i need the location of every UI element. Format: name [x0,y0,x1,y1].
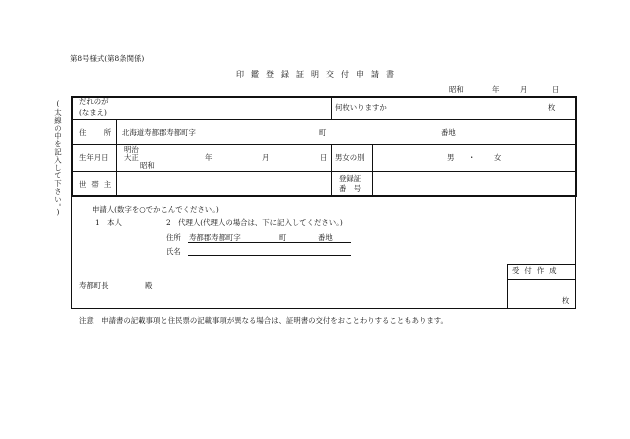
issue-box-header: 受付作成 [512,266,562,275]
agent-address-town: 町 [279,233,287,242]
applicant-heading: 申請人(数字を○でかこんでください。) [92,205,219,214]
era-showa: 昭和 [140,161,155,170]
householder-field[interactable] [122,173,322,193]
era-taisho: 大正 [124,153,139,162]
sex-separator: ・ [468,153,476,162]
dob-day: 日 [320,153,328,162]
reg-number-label-2: 番 号 [339,184,362,193]
date-day: 日 [552,85,560,94]
dob-month: 月 [262,153,270,162]
sex-female[interactable]: 女 [494,153,502,162]
form-title: 印鑑登録証明交付申請書 [236,70,401,79]
address-value: 北海道寿都郡寿都町字 [122,128,196,137]
address-town: 町 [319,128,327,137]
applicant-option-agent[interactable]: 2 代理人(代理人の場合は、下に記入してください。) [166,218,343,227]
copies-field[interactable] [400,99,540,117]
addressee: 寿都町長 [79,281,109,290]
address-banchi: 番地 [441,128,456,137]
agent-address-banchi: 番地 [318,233,333,242]
name-label-reading: (なまえ) [79,108,107,117]
footer-note: 注意 申請書の記載事項と住民票の記載事項が異なる場合は、証明書の交付をおことわりすることもあります。 [79,316,448,325]
form-number: 第8号様式(第8条関係) [70,54,145,63]
side-instruction: (太線の中を記入して下さい。) [53,99,63,217]
date-month: 月 [520,85,528,94]
name-field[interactable] [125,99,325,117]
dob-year: 年 [205,153,213,162]
agent-address-label: 住所 [166,233,181,242]
addressee-honorific: 殿 [145,281,153,290]
date-era: 昭和 [449,85,464,94]
sex-male[interactable]: 男 [447,153,455,162]
householder-label: 世帯主 [79,180,117,189]
agent-address-value: 寿都郡寿都町字 [189,233,241,242]
era-meiji: 明治 [124,145,139,154]
name-label: だれのが [79,97,109,106]
copies-unit: 枚 [548,103,556,112]
sex-label: 男女の別 [335,153,365,162]
applicant-option-self[interactable]: 1 本人 [95,218,122,227]
copies-label: 何枚いりますか [335,103,387,112]
agent-name-label: 氏名 [166,247,181,256]
reg-number-field[interactable] [378,173,568,193]
reg-number-label: 登録証 [339,174,362,183]
issue-box-unit: 枚 [562,296,570,305]
agent-name-field[interactable] [188,246,351,256]
address-label: 住 所 [79,128,117,137]
dob-label: 生年月日 [79,153,109,162]
date-year: 年 [492,85,500,94]
